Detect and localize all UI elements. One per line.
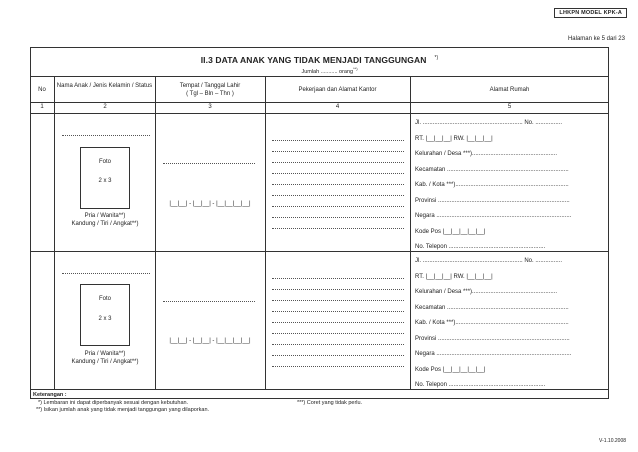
header-name: Nama Anak / Jenis Kelamin / Status (56, 83, 153, 89)
birthplace-field[interactable] (163, 301, 255, 302)
section-title-text: II.3 DATA ANAK YANG TIDAK MENJADI TANGGUNGAN (200, 55, 427, 65)
header-birth-label: Tempat / Tanggal Lahir (179, 83, 241, 89)
address-line[interactable]: Negara ................................................................................. (415, 213, 572, 219)
header-address: Alamat Rumah (489, 87, 530, 93)
address-line[interactable]: Kab. / Kota ***).................................................................... (415, 320, 569, 326)
address-line[interactable]: No. Telepon .......................................................... (415, 382, 546, 388)
header-job: Pekerjaan dan Alamat Kantor (298, 87, 377, 93)
count-note: **) (353, 66, 358, 71)
note-2: **) Isikan jumlah anak yang tidak menjadi tanggungan yang dilaporkan. (36, 407, 210, 413)
address-line[interactable]: Provinsi ............................................................................... (415, 335, 570, 342)
gender-option[interactable]: Pria / Wanita**) (84, 351, 126, 357)
address-block[interactable] (415, 258, 605, 398)
address-line[interactable]: Kode Pos |__|__|__|__|__| (415, 228, 486, 235)
address-line[interactable]: Kode Pos |__|__|__|__|__| (415, 366, 486, 373)
address-block[interactable] (415, 120, 605, 260)
address-line[interactable]: Kelurahan / Desa ***)................................................... (415, 289, 558, 295)
birthplace-field[interactable] (163, 163, 255, 164)
col-divider-4 (410, 76, 411, 389)
header-birth-sub: ( Tgl – Bln – Thn ) (186, 91, 234, 97)
address-line[interactable]: Jl. ............................................................ No. ................ (415, 120, 563, 126)
job-lines[interactable] (272, 136, 404, 229)
address-line[interactable]: Jl. ............................................................ No. ................ (415, 258, 563, 264)
header-birth (155, 82, 265, 98)
col-divider-1 (54, 76, 55, 389)
photo-size: 2 x 3 (98, 178, 112, 184)
gender-option[interactable]: Pria / Wanita**) (84, 213, 126, 219)
form-code: LHKPN MODEL KPK-A (554, 8, 627, 18)
child-count (30, 66, 609, 75)
photo-label: Foto (98, 159, 111, 165)
notes-heading: Keterangan : (33, 392, 67, 398)
header-bottom-border (30, 102, 609, 103)
name-field[interactable] (62, 135, 150, 136)
address-line[interactable]: Negara ................................................................................. (415, 351, 572, 357)
section-title (30, 55, 609, 65)
address-line[interactable]: No. Telepon .......................................................... (415, 244, 546, 250)
address-line[interactable]: Kelurahan / Desa ***)................................................... (415, 151, 558, 157)
status-option[interactable]: Kandung / Tiri / Angkat**) (71, 359, 139, 365)
note-3: ***) Coret yang tidak perlu. (297, 400, 363, 406)
child-count-label: Jumlah ........... orang (301, 68, 354, 75)
colnum-bottom-border (30, 113, 609, 114)
col-number: 5 (507, 104, 512, 110)
address-line[interactable]: Provinsi ............................................................................... (415, 197, 570, 204)
address-line[interactable]: RT. |__|__|__| RW. |__|__|__| (415, 135, 493, 142)
col-number: 1 (40, 104, 44, 110)
col-divider-3 (265, 76, 266, 389)
address-line[interactable]: Kab. / Kota ***).................................................................... (415, 182, 569, 188)
birthdate-boxes[interactable]: |__|__| - |__|__| - |__|__|__|__| (169, 201, 251, 207)
note-1: *) Lembaran ini dapat diperbanyak sesuai dengan kebutuhan. (38, 400, 189, 406)
title-note: *) (434, 55, 439, 62)
status-option[interactable]: Kandung / Tiri / Angkat**) (71, 221, 139, 227)
col-number: 4 (335, 104, 340, 110)
job-lines[interactable] (272, 274, 404, 367)
version-code: V-1.10.2008 (599, 438, 626, 444)
page-info: Halaman ke 5 dari 23 (567, 36, 625, 42)
photo-size: 2 x 3 (98, 316, 112, 322)
address-line[interactable]: Kecamatan ......................................................................... (415, 166, 569, 173)
photo-label: Foto (98, 296, 111, 302)
table-top-border (30, 76, 609, 77)
address-line[interactable]: Kecamatan ......................................................................... (415, 304, 569, 311)
address-line[interactable]: RT. |__|__|__| RW. |__|__|__| (415, 273, 493, 280)
col-number: 2 (103, 104, 107, 110)
name-field[interactable] (62, 273, 150, 274)
birthdate-boxes[interactable]: |__|__| - |__|__| - |__|__|__|__| (169, 338, 251, 344)
photo-box[interactable] (80, 284, 130, 346)
col-number: 3 (208, 104, 212, 110)
header-no: No (38, 87, 46, 93)
